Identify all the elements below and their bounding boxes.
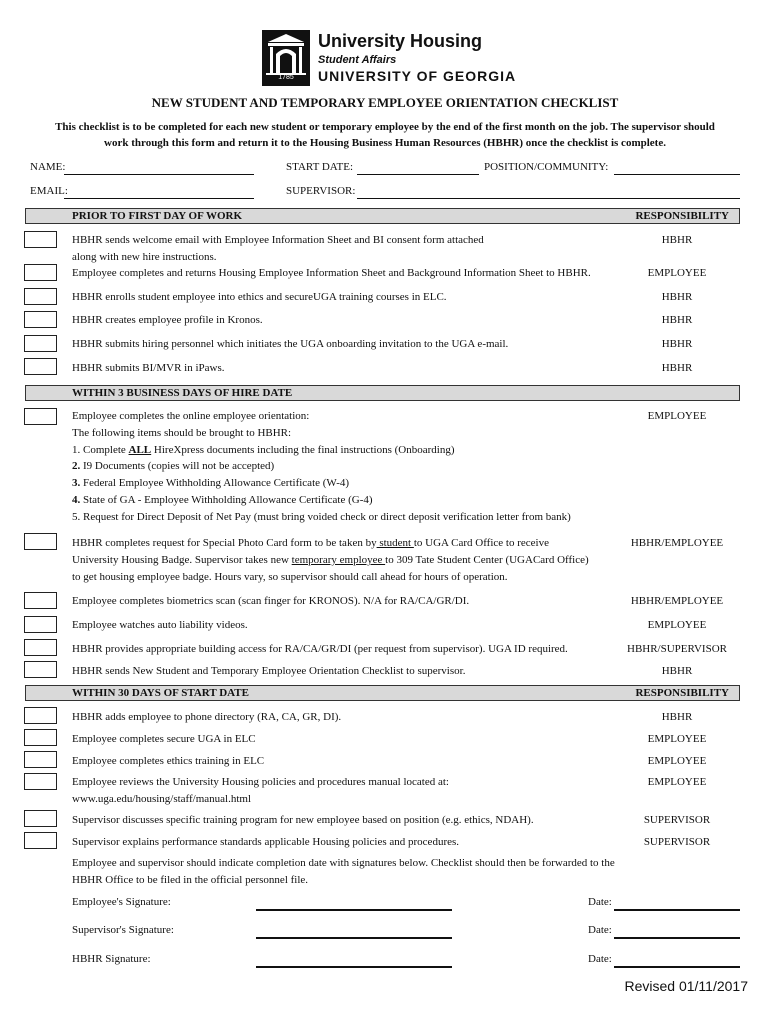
position-field[interactable] (614, 174, 740, 175)
task-item: Employee reviews the University Housing policies and procedures manual located at: www.uga.edu/housing/staff/manual.html (72, 776, 449, 805)
checkbox[interactable] (24, 533, 57, 550)
checkbox[interactable] (24, 832, 57, 849)
supervisor-field[interactable] (357, 198, 740, 199)
section-header-prior (25, 208, 740, 224)
task-item: HBHR submits hiring personnel which initiates the UGA onboarding invitation to the UGA e-mail. (72, 338, 509, 350)
task-responsibility: HBHR (661, 314, 693, 326)
checkbox[interactable] (24, 231, 57, 248)
responsibility-header: RESPONSIBILITY (635, 210, 729, 222)
supervisor-signature-field[interactable] (256, 937, 452, 939)
task-responsibility: HBHR/SUPERVISOR (627, 643, 727, 655)
task-item: Employee watches auto liability videos. (72, 619, 248, 631)
checkbox[interactable] (24, 707, 57, 724)
employee-date-field[interactable] (614, 909, 740, 911)
task-responsibility: EMPLOYEE (647, 776, 707, 788)
checkbox[interactable] (24, 592, 57, 609)
task-item: HBHR provides appropriate building access for RA/CA/GR/DI (per request from supervisor). UGA ID required. (72, 643, 568, 655)
task-item: Employee completes and returns Housing Employee Information Sheet and Background Information Sheet to HBHR. (72, 267, 591, 279)
checkbox[interactable] (24, 264, 57, 281)
task-item: Supervisor discusses specific training program for new employee based on position (e.g. ethics, NDAH). (72, 814, 534, 826)
task-item: HBHR sends New Student and Temporary Employee Orientation Checklist to supervisor. (72, 665, 466, 677)
hbhr-date-field[interactable] (614, 966, 740, 968)
email-field[interactable] (64, 198, 254, 199)
task-responsibility: HBHR (661, 711, 693, 723)
checkbox[interactable] (24, 288, 57, 305)
revised-date: Revised 01/11/2017 (624, 978, 748, 994)
task-item-orientation: Employee completes the online employee orientation: The following items should be brought to HBHR: 1. Complete ALL HireXpress documents including the final instructions (Onboarding) 2. I9 Documents (copies will not be accepted) 3. Federal Employee Withholding Allowance Certificate (W-4) 4. State of GA - Employee Withholding Allowance Certificate (G-4) 5. Request for Direct Deposit of Net Pay (must bring voided check or direct deposit verification letter from bank) (72, 410, 571, 523)
start-date-field[interactable] (357, 174, 479, 175)
task-responsibility: HBHR (661, 338, 693, 350)
checkbox[interactable] (24, 729, 57, 746)
task-item: Employee completes secure UGA in ELC (72, 733, 256, 745)
section-title: PRIOR TO FIRST DAY OF WORK (72, 210, 243, 222)
checkbox[interactable] (24, 358, 57, 375)
logo-student-affairs: Student Affairs (318, 54, 397, 66)
position-label: POSITION/COMMUNITY: (484, 161, 609, 173)
task-responsibility: HBHR/EMPLOYEE (630, 595, 724, 607)
task-responsibility: HBHR (661, 291, 693, 303)
supervisor-signature-label: Supervisor's Signature: (72, 924, 174, 936)
checkbox[interactable] (24, 773, 57, 790)
checkbox[interactable] (24, 408, 57, 425)
task-item: HBHR submits BI/MVR in iPaws. (72, 362, 225, 374)
task-responsibility: HBHR (661, 362, 693, 374)
task-item: HBHR enrolls student employee into ethics and secureUGA training courses in ELC. (72, 291, 447, 303)
date-label: Date: (588, 924, 612, 936)
employee-signature-field[interactable] (256, 909, 452, 911)
task-responsibility: HBHR (661, 665, 693, 677)
intro-line-2: work through this form and return it to the Housing Business Human Resources (HBHR) once the checklist is complete. (104, 137, 666, 149)
hbhr-signature-label: HBHR Signature: (72, 953, 151, 965)
name-label: NAME: (30, 161, 66, 173)
employee-signature-label: Employee's Signature: (72, 896, 171, 908)
section-title: WITHIN 30 DAYS OF START DATE (72, 687, 249, 699)
task-responsibility: HBHR (661, 234, 693, 246)
name-field[interactable] (64, 174, 254, 175)
uga-arch-logo (262, 30, 310, 86)
task-item: HBHR adds employee to phone directory (RA, CA, GR, DI). (72, 711, 342, 723)
task-responsibility: EMPLOYEE (647, 619, 707, 631)
date-label: Date: (588, 896, 612, 908)
task-item: Employee completes ethics training in ELC (72, 755, 265, 767)
checkbox[interactable] (24, 335, 57, 352)
page-title: NEW STUDENT AND TEMPORARY EMPLOYEE ORIENTATION CHECKLIST (151, 95, 619, 110)
section-header-3-days (25, 385, 740, 401)
supervisor-date-field[interactable] (614, 937, 740, 939)
task-responsibility: HBHR/EMPLOYEE (630, 537, 724, 549)
logo-year: 1785 (278, 74, 294, 81)
hbhr-signature-field[interactable] (256, 966, 452, 968)
task-responsibility: EMPLOYEE (647, 733, 707, 745)
task-responsibility: EMPLOYEE (647, 267, 707, 279)
task-item: HBHR creates employee profile in Kronos. (72, 314, 263, 326)
task-responsibility: EMPLOYEE (647, 410, 707, 422)
responsibility-header: RESPONSIBILITY (635, 687, 729, 699)
closing-instructions: Employee and supervisor should indicate completion date with signatures below. Checklist should then be forwarded to the HBHR Office to be filed in the official personnel file. (72, 857, 615, 886)
checkbox[interactable] (24, 810, 57, 827)
task-responsibility: EMPLOYEE (647, 755, 707, 767)
checkbox[interactable] (24, 639, 57, 656)
logo-university-housing: University Housing (318, 31, 483, 51)
checkbox[interactable] (24, 751, 57, 768)
date-label: Date: (588, 953, 612, 965)
section-title: WITHIN 3 BUSINESS DAYS OF HIRE DATE (72, 387, 293, 399)
task-item-photo-card: HBHR completes request for Special Photo Card form to be taken by student to UGA Card Office to receive University Housing Badge. Supervisor takes new temporary employee to 309 Tate Student Center (UGACard Office) to get housing employee badge. Hours vary, so supervisor should call ahead for hours of operation. (72, 537, 589, 583)
task-item: Supervisor explains performance standards applicable Housing policies and procedures. (72, 836, 460, 848)
checkbox[interactable] (24, 616, 57, 633)
checkbox[interactable] (24, 661, 57, 678)
checkbox[interactable] (24, 311, 57, 328)
task-responsibility: SUPERVISOR (643, 814, 711, 826)
email-label: EMAIL: (30, 185, 68, 197)
start-date-label: START DATE: (286, 161, 354, 173)
supervisor-label: SUPERVISOR: (286, 185, 356, 197)
logo-uga: UNIVERSITY OF GEORGIA (318, 68, 517, 84)
task-item: HBHR sends welcome email with Employee Information Sheet and BI consent form attached along with new hire instructions. (72, 234, 484, 263)
task-item: Employee completes biometrics scan (scan finger for KRONOS). N/A for RA/CA/GR/DI. (72, 595, 470, 607)
section-header-30-days (25, 685, 740, 701)
task-responsibility: SUPERVISOR (643, 836, 711, 848)
intro-line-1: This checklist is to be completed for each new student or temporary employee by the end of the first month on the job. The supervisor should (55, 121, 715, 133)
